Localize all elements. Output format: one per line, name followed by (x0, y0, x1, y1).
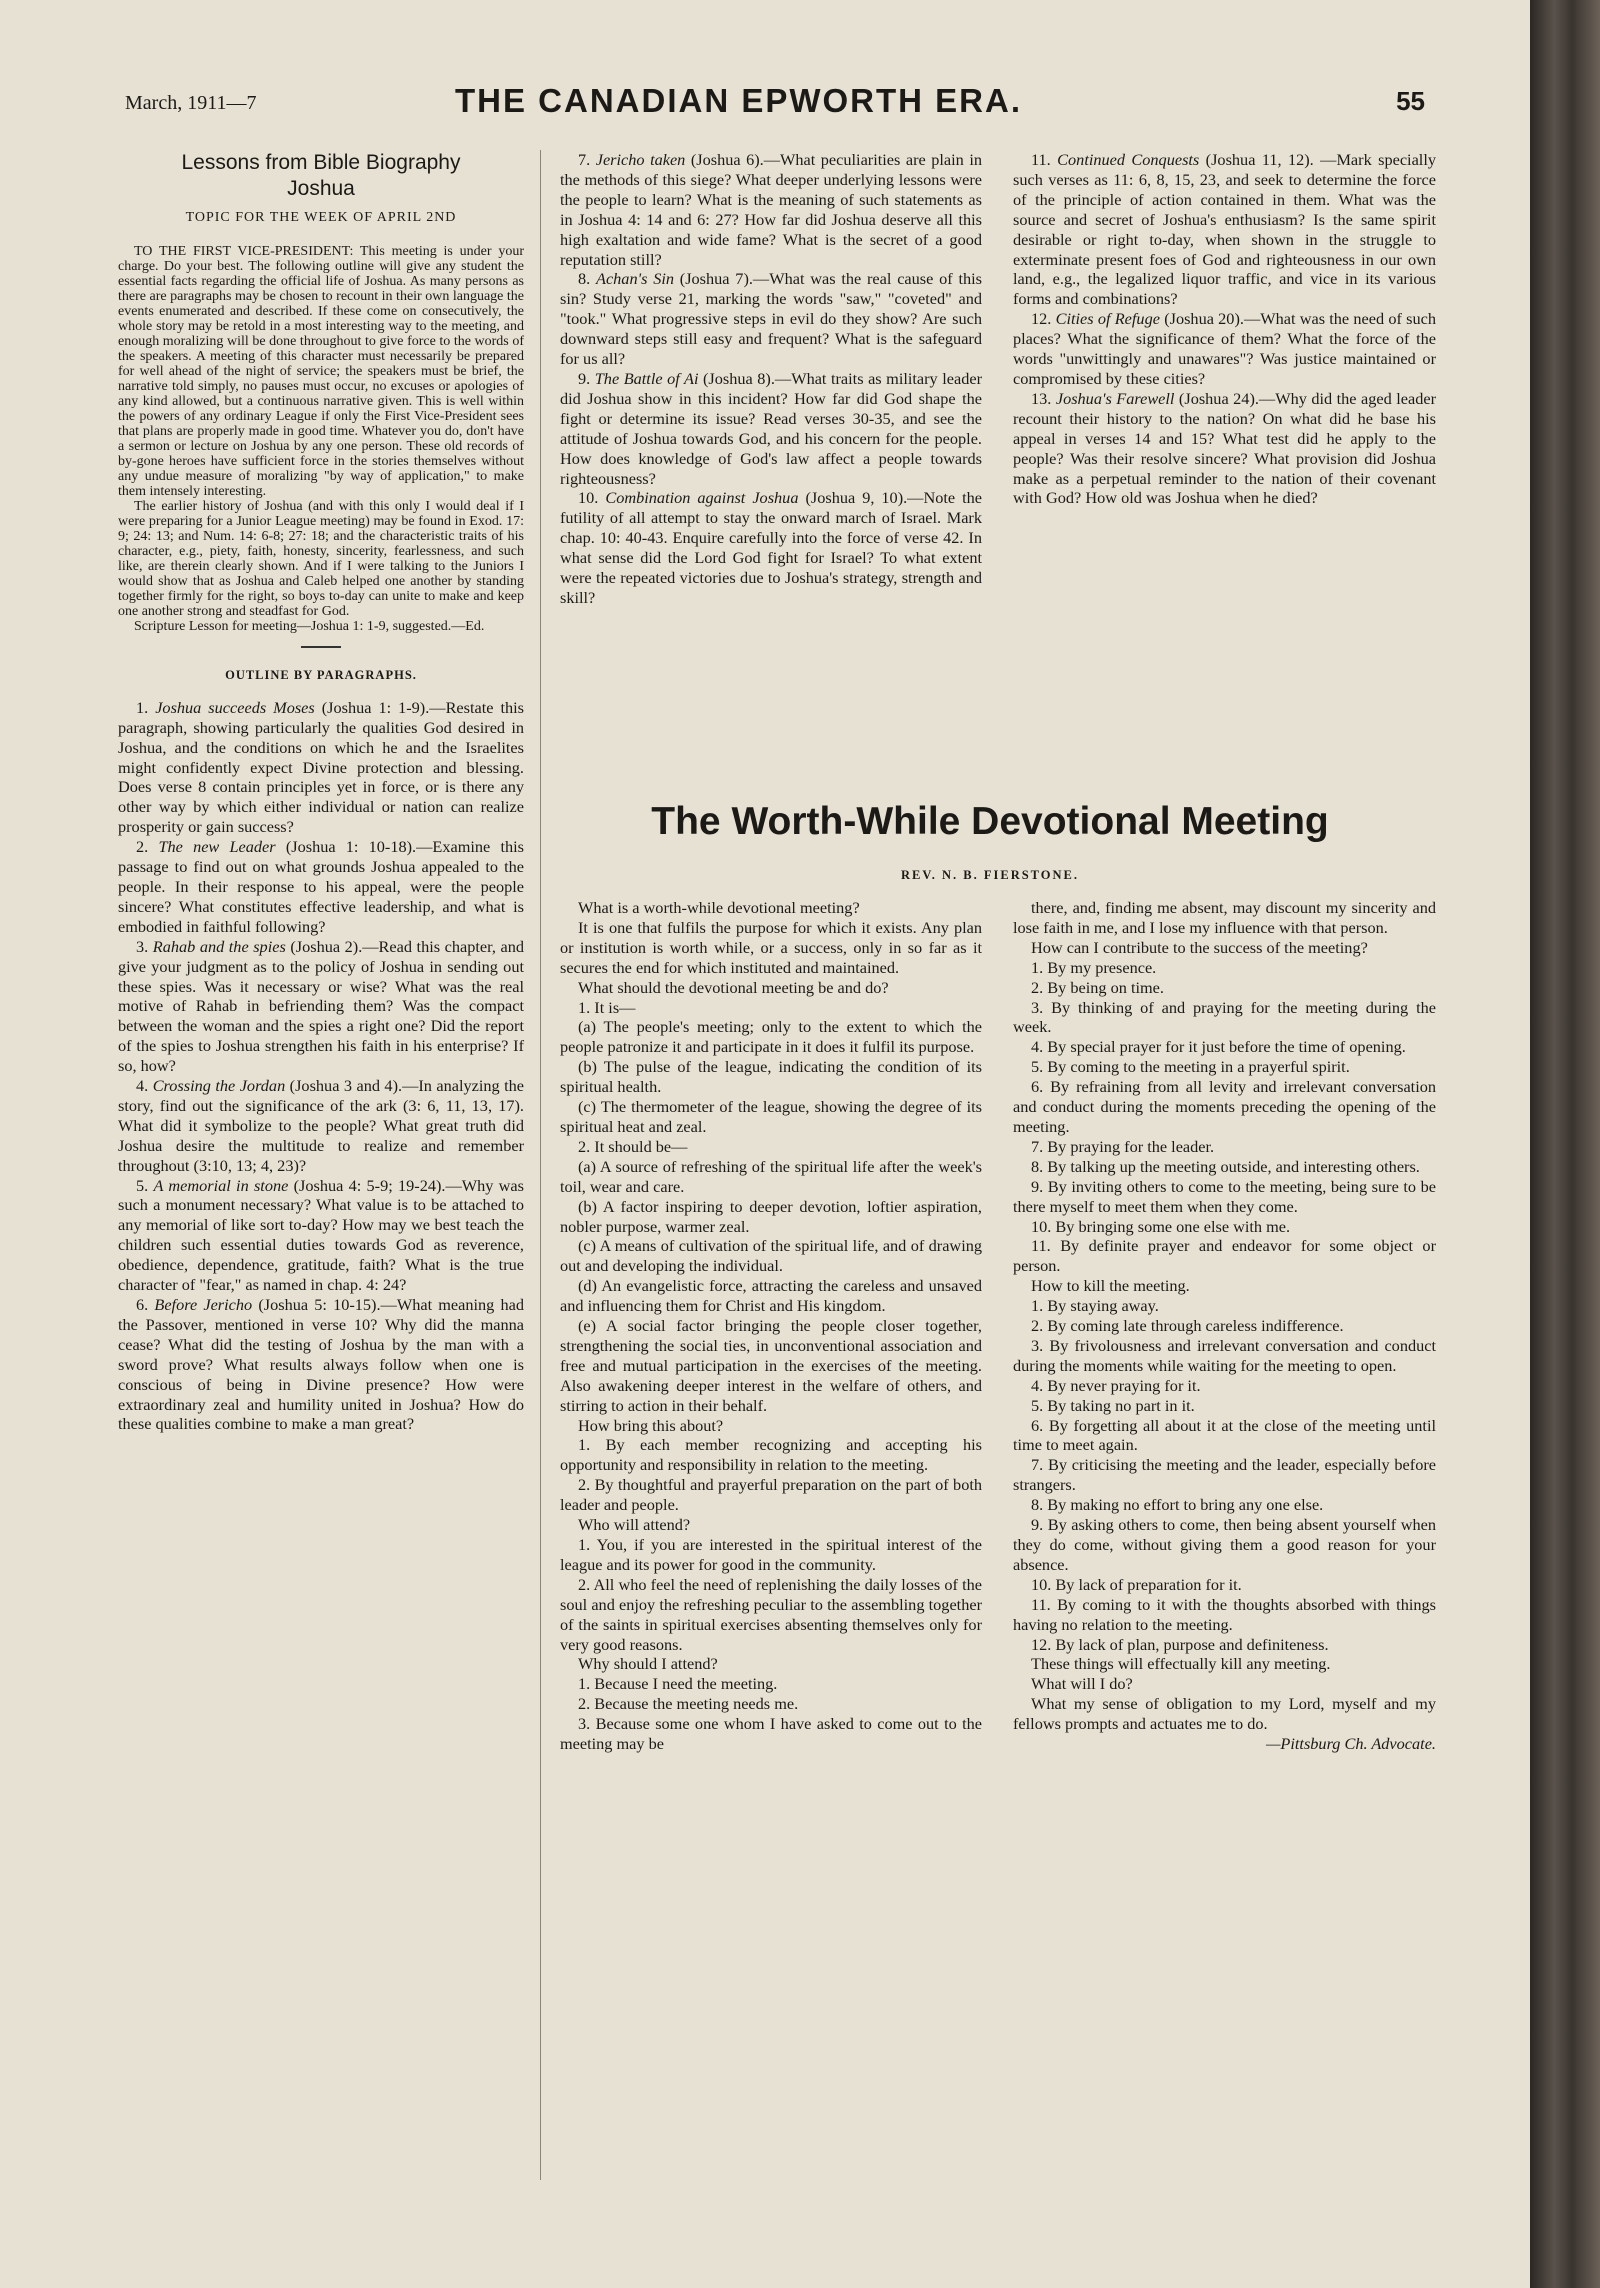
article-paragraph: 1. It is— (578, 997, 636, 1017)
article-paragraph: (c) The thermometer of the league, showing the degree of its spiritual heat and zeal. (560, 1097, 982, 1136)
article-paragraph: 2. Because the meeting needs me. (578, 1694, 799, 1714)
article-paragraph: 6. By refraining from all levity and irrelevant conversation and conduct during the moments preceding the opening of the meeting. (1013, 1077, 1436, 1136)
divider (301, 646, 341, 648)
article-paragraph: What my sense of obligation to my Lord, myself and my fellows prompts and actuates me to do. (1013, 1694, 1436, 1734)
article-paragraph: 9. By asking others to come, then being absent yourself when they do come, without giving them a good reason for your absence. (1013, 1515, 1436, 1574)
lesson-title-line-1: Lessons from Bible Biography (181, 151, 461, 174)
article-paragraph: (a) The people's meeting; only to the extent to which the people patronize it and participate in it does it fulfil its purpose. (560, 1017, 982, 1057)
article-paragraph: (d) An evangelistic force, attracting the careless and unsaved and influencing them for Christ and His kingdom. (560, 1276, 982, 1316)
page-header (125, 82, 1425, 132)
lesson-title (118, 150, 524, 202)
lesson-title-line-2: Joshua (287, 177, 355, 200)
article-paragraph: Who will attend? (578, 1515, 691, 1535)
article-paragraph: 7. By praying for the leader. (1031, 1136, 1215, 1156)
article-paragraph: 5. By coming to the meeting in a prayerful spirit. (1031, 1057, 1350, 1077)
article-paragraph: These things will effectually kill any meeting. (1031, 1654, 1331, 1674)
article-paragraph: 8. By making no effort to bring any one else. (1031, 1495, 1324, 1515)
article-paragraph: 8. By talking up the meeting outside, and interesting others. (1031, 1156, 1420, 1176)
article-paragraph: 11. By coming to it with the thoughts absorbed with things having no relation to the meeting. (1013, 1594, 1436, 1634)
outline-paragraph: 9. The Battle of Ai (Joshua 8).—What traits as military leader did Joshua show in this incident? How far did God shape the fight or determine its issue? Read verses 30-35, and see the attitude of Joshua towards God, and his concern for the people. How does knowledge of God's law affect a people towards righteousness? (560, 368, 982, 488)
article-paragraph: How to kill the meeting. (1031, 1276, 1190, 1296)
article-paragraph: 11. By definite prayer and endeavor for some object or person. (1013, 1236, 1436, 1276)
outline-heading: OUTLINE BY PARAGRAPHS. (225, 667, 417, 682)
article-author: REV. N. B. FIERSTONE. (900, 868, 1080, 882)
article-paragraph: 4. By special prayer for it just before the time of opening. (1031, 1037, 1406, 1057)
outline-paragraph: 6. Before Jericho (Joshua 5: 10-15).—What meaning had the Passover, mentioned in verse 10? Why did the manna cease? What did the testing of Joshua by the man with a sword prove? What results always follow when one is conscious of being in Divine presence? How were extraordinary zeal and humility united in Joshua? How do these qualities combine to make a man great? (118, 1295, 524, 1434)
article-paragraph: 1. You, if you are interested in the spiritual interest of the league and its power for good in the community. (560, 1535, 982, 1574)
magazine-title: THE CANADIAN EPWORTH ERA. (455, 82, 1022, 119)
article-paragraph: It is one that fulfils the purpose for which it exists. Any plan or institution is worth while, or a success, only in so far as it secures the end for which instituted and maintained. (560, 917, 982, 977)
lesson-column-1 (118, 150, 524, 1434)
outline-paragraph: 2. The new Leader (Joshua 1: 10-18).—Examine this passage to find out on what grounds Joshua appealed to the people. In their response to his appeal, were the people sincere? What constitutes effective leadership, and what is embodied in faithful following? (118, 837, 524, 936)
column-rule (540, 150, 541, 2180)
lesson-column-2 (560, 150, 982, 608)
article-title: The Worth-While Devotional Meeting (651, 800, 1329, 843)
article-paragraph: 3. By thinking of and praying for the meeting during the week. (1013, 997, 1436, 1037)
article-paragraph: What will I do? (1031, 1674, 1133, 1694)
article-paragraph: 3. By frivolousness and irrelevant conversation and conduct during the moments while waiting for the meeting to open. (1013, 1335, 1436, 1375)
outline-paragraph: 4. Crossing the Jordan (Joshua 3 and 4).—In analyzing the story, find out the significance of the ark (3: 6, 11, 13, 17). What did it symbolize to the people? What great truth did Joshua desire the multitude to realize and remember throughout (3:10, 13; 4, 23)? (118, 1076, 524, 1175)
issue-date: March, 1911—7 (125, 92, 257, 114)
intro-paragraph: Scripture Lesson for meeting—Joshua 1: 1-9, suggested.—Ed. (134, 618, 485, 634)
article-paragraph: 5. By taking no part in it. (1031, 1395, 1195, 1415)
intro-paragraph: The earlier history of Joshua (and with this only I would deal if I were preparing for a Junior League meeting) may be found in Exod. 17: 9; 24: 13; and Num. 14: 6-8; 27: 18; and the characteristic traits of his character, e.g., piety, faith, honesty, sincerity, fearlessness, and such like, are therein clearly shown. And if I were talking to the Juniors I would show that as Joshua and Caleb helped one another by standing together firmly for the right, so boys to-day can unite to make and keep one another strong and steadfast for God. (118, 498, 524, 619)
page-number: 55 (1396, 86, 1425, 116)
outline-paragraph: 1. Joshua succeeds Moses (Joshua 1: 1-9).—Restate this paragraph, showing particularly the qualities God desired in Joshua, and the conditions on which he and the Israelites might confidently expect Divine protection and blessing. Does verse 8 contain principles yet in force, or is there any other way by which either individual or nation can realize prosperity or gain success? (118, 697, 524, 837)
article-paragraph: What should the devotional meeting be and do? (578, 977, 889, 997)
lesson-column-3 (1013, 150, 1436, 508)
article-paragraph: 9. By inviting others to come to the meeting, being sure to be there myself to meet them when they come. (1013, 1176, 1436, 1216)
book-binding (1530, 0, 1600, 2288)
article-paragraph: 7. By criticising the meeting and the leader, especially before strangers. (1013, 1455, 1436, 1495)
article-paragraph: —Pittsburg Ch. Advocate. (1265, 1734, 1436, 1754)
article-paragraph: 3. Because some one whom I have asked to come out to the meeting may be (560, 1714, 982, 1754)
article-paragraph: (b) A factor inspiring to deeper devotion, loftier aspiration, nobler purpose, warmer zeal. (560, 1196, 982, 1236)
article-paragraph: 2. All who feel the need of replenishing the daily losses of the soul and enjoy the refreshing peculiar to the assembling together of the saints in spiritual exercises absenting themselves only for very good reasons. (560, 1574, 982, 1654)
article-paragraph: there, and, finding me absent, may discount my sincerity and lose faith in me, and I lose my influence with that person. (1013, 898, 1436, 937)
article-paragraph: 1. By staying away. (1031, 1296, 1159, 1316)
article-paragraph: 10. By bringing some one else with me. (1031, 1216, 1291, 1236)
article-paragraph: How bring this about? (578, 1415, 724, 1435)
outline-paragraph: 10. Combination against Joshua (Joshua 9, 10).—Note the futility of all attempt to stay the onward march of Israel. Mark chap. 10: 40-43. Enquire carefully into the force of verse 42. In what sense did the Lord God fight for Israel? To what extent were the repeated victories due to Joshua's strategy, strength and skill? (560, 488, 983, 607)
article-paragraph: How can I contribute to the success of the meeting? (1031, 937, 1368, 957)
article-paragraph: (e) A social factor bringing the people closer together, strengthening the social ties, in unconventional association and free and mutual participation in the exercises of the meeting. Also awakening deeper interest in the welfare of others, and stirring to action in their behalf. (560, 1316, 982, 1415)
article-paragraph: 10. By lack of preparation for it. (1031, 1574, 1242, 1594)
outline-paragraph: 7. Jericho taken (Joshua 6).—What peculiarities are plain in the methods of this siege? What deeper underlying lessons were the people to learn? What is the meaning of such statements as in Joshua 4: 14 and 6: 27? How far did Joshua deserve all this high exaltation and wide fame? What is the secret of a good reputation still? (560, 150, 982, 269)
lesson-intro (118, 244, 524, 634)
article-paragraph: 2. By thoughtful and prayerful preparation on the part of both leader and people. (560, 1475, 982, 1515)
article-paragraph: 4. By never praying for it. (1031, 1375, 1201, 1395)
article-paragraph: (b) The pulse of the league, indicating the condition of its spiritual health. (560, 1057, 982, 1097)
article-paragraph: 6. By forgetting all about it at the close of the meeting until time to meet again. (1013, 1415, 1436, 1455)
article-paragraph: 2. It should be— (578, 1136, 688, 1156)
article-paragraph: 12. By lack of plan, purpose and definiteness. (1031, 1634, 1329, 1654)
outline-paragraph: 3. Rahab and the spies (Joshua 2).—Read this chapter, and give your judgment as to the policy of Joshua in sending out these spies. Was it necessary or wise? What was the real motive of Rahab in befriending them? Was the compact between the woman and the spies a right one? Did the report of the spies to Joshua strengthen his faith in his enterprise? If so, how? (118, 936, 524, 1076)
article-paragraph: 1. By my presence. (1031, 957, 1157, 977)
outline-paragraph: 8. Achan's Sin (Joshua 7).—What was the real cause of this sin? Study verse 21, marking the words "saw," "coveted" and "took." What progressive steps in evil do they show? Are such downward steps still easy and frequent? What is the safeguard for us all? (560, 269, 982, 369)
article-paragraph: What is a worth-while devotional meeting? (578, 898, 860, 917)
outline-paragraph: 12. Cities of Refuge (Joshua 20).—What was the need of such places? What the significance of them? What the force of the words "unwittingly and unawares"? Was justice maintained or compromised by these cities? (1013, 309, 1437, 388)
article-paragraph: 2. By being on time. (1031, 977, 1164, 997)
article-paragraph: 1. Because I need the meeting. (578, 1674, 778, 1694)
outline-paragraph: 13. Joshua's Farewell (Joshua 24).—Why did the aged leader recount their history to the nation? On what did he base his appeal in verses 14 and 15? What test did he apply to the people? Was their resolve sincere? What provision did Joshua make as a perpetual reminder to the nation of their covenant with God? How old was Joshua when he died? (1013, 388, 1436, 508)
article-paragraph: Why should I attend? (578, 1654, 718, 1674)
article-paragraph: 2. By coming late through careless indifference. (1031, 1316, 1344, 1336)
article-column-left (560, 898, 982, 1754)
article-paragraph: (c) A means of cultivation of the spiritual life, and of drawing out and developing the individual. (560, 1236, 982, 1276)
article-column-right (1013, 898, 1436, 1754)
outline-paragraph: 11. Continued Conquests (Joshua 11, 12). —Mark specially such verses as 11: 6, 8, 15, 23, and seek to determine the force of the principle of action contained in them. What was the source and secret of Joshua's enthusiasm? Is the same spirit desirable or right to-day, when shown in the struggle to exterminate present foes of God and righteousness in our own land, e.g., the legalized liquor traffic, and vice in its various forms and combinations? (1013, 150, 1436, 309)
lesson-subtitle: TOPIC FOR THE WEEK OF APRIL 2ND (185, 210, 457, 225)
outline-paragraph: 5. A memorial in stone (Joshua 4: 5-9; 19-24).—Why was such a monument necessary? What value is to be attached to any memorial of like sort to-day? How may we best teach the children such essential duties towards God as reverence, obedience, dependence, gratitude, faith? What is the true character of "fear," as named in chap. 4: 24? (118, 1175, 524, 1295)
article-paragraph: 1. By each member recognizing and accepting his opportunity and responsibility in relation to the meeting. (560, 1435, 982, 1475)
intro-paragraph: TO THE FIRST VICE-PRESIDENT: This meeting is under your charge. Do your best. The following outline will give any student the essential facts regarding the official life of Joshua. As many persons as there are paragraphs may be chosen to recount in their own language the events enumerated and described. If these come on consecutively, the whole story may be retold in a most interesting way to the meeting, and enough moralizing will be done throughout to give force to the words of the speakers. A meeting of this character must necessarily be prepared for well ahead of the night of service; the speakers must be brief, the narrative told simply, no pauses must occur, no excuses or apologies of any kind allowed, but a continuous narrative given. This is well within the powers of any ordinary League if only the First Vice-President sees that plans are properly made in good time. Whatever you do, don't have a sermon or lecture on Joshua by any one person. These old records of by-gone heroes have sufficient force in the stories themselves without any undue measure of moralizing "by way of application," to make them intensely interesting. (118, 243, 524, 499)
article-paragraph: (a) A source of refreshing of the spiritual life after the week's toil, wear and care. (560, 1156, 982, 1196)
